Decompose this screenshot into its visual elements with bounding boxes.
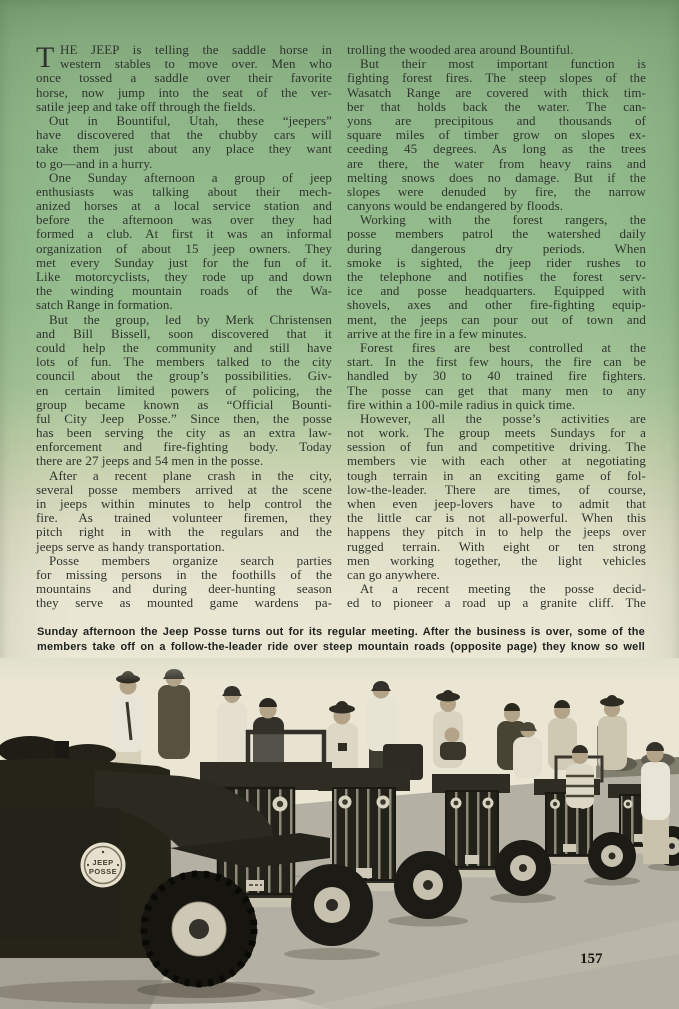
article-line: Out in Bountiful, Utah, these “jeepers” xyxy=(49,112,332,128)
article-line: en certain limited powers of policing, the xyxy=(36,382,332,398)
article-line: horse, now jump into the seat of the ver- xyxy=(36,84,332,100)
article-line: ful City Jeep Posse.” Since then, the posse xyxy=(36,410,332,426)
license-plate xyxy=(563,844,576,852)
article-line: melting snows does no damage. But if the xyxy=(347,169,646,185)
article-line: start. In the first few hours, the fire can be xyxy=(347,354,646,370)
article-line: shovels, axes and other fire-fighting equip- xyxy=(347,297,646,313)
jeep-posse-badge xyxy=(81,843,126,888)
article-line: when even jeep-lovers have to admit that xyxy=(347,496,646,511)
article-line: not work. The group meets Sundays for a xyxy=(347,425,646,441)
article-line: once tossed a saddle over their favorite xyxy=(36,70,332,86)
article-line: rugged terrain. With eight or ten strong xyxy=(347,538,646,554)
article-line: pitch right in with the regulars and the xyxy=(36,524,332,540)
article-line: tough terrain in an exciting game of fol- xyxy=(347,467,646,483)
article-line: After a recent plane crash in the city, xyxy=(49,467,332,483)
article-line: But their most important function is xyxy=(360,56,646,72)
article-line: for missing persons in the foothills of the xyxy=(36,566,332,582)
article-line: yons are precipitous and thousands of xyxy=(347,112,646,128)
article-line: take them just about any place they want xyxy=(36,141,332,157)
article-line: organization of about 15 jeep owners. They xyxy=(36,240,332,256)
page-number: 157 xyxy=(580,951,603,967)
article-line: council about the group’s possibilities. Giv- xyxy=(36,368,332,384)
article-line: Wasatch Range are covered with thick tim- xyxy=(347,84,646,100)
article-line: Working with the forest rangers, the xyxy=(360,212,646,228)
article-line: the winding mountain roads of the Wa- xyxy=(36,283,332,299)
article-line: could help the community and still have xyxy=(36,339,332,355)
article-line: fire within a 100-mile radius in quick time. xyxy=(347,396,576,412)
badge-text-bottom: POSSE xyxy=(88,867,118,876)
article-line: there are 27 jeeps and 54 men in the posse. xyxy=(36,453,264,469)
article-line: are there, the water from heavy rains and xyxy=(347,155,646,171)
article-line: lots of fun. The members talked to the city xyxy=(36,354,332,370)
article-line: western stables to move over. Men who xyxy=(60,56,332,72)
article-line: One Sunday afternoon a group of jeep xyxy=(49,169,332,185)
article-line: can go anywhere. xyxy=(347,566,440,582)
article-column-right xyxy=(347,43,646,611)
article-line: HE JEEP is telling the saddle horse in xyxy=(60,42,332,57)
article-line: members vie with each other at negotiating xyxy=(347,453,646,469)
article-line: happens they pitch in to help the jeeps over xyxy=(347,524,646,540)
article-line: has been serving the city as an extra law- xyxy=(36,425,332,441)
article-line: satch Range in formation. xyxy=(36,297,173,313)
article-line: ment, the jeeps can pour out of town and xyxy=(347,311,646,327)
article-line: trolling the wooded area around Bountiful. xyxy=(347,42,574,57)
article-line: At a recent meeting the posse decid- xyxy=(360,581,646,597)
article-line: formed a club. At first it was an informal xyxy=(36,226,332,242)
article-line: before the afternoon was over they had xyxy=(36,212,332,228)
license-plate xyxy=(465,855,479,864)
article-line: met every Sunday just for the fun of it. xyxy=(36,254,332,270)
caption-line: members take off on a follow-the-leader ride over steep mountain roads (opposite page) they know so well xyxy=(37,641,645,653)
article-line: they serve as mounted game wardens pa- xyxy=(36,595,332,611)
article-line: ber that holds back the water. The can- xyxy=(347,98,646,114)
article-line: enforcement and fire-fighting body. Today xyxy=(36,439,332,455)
article-line: jeeps serve as handy transportation. xyxy=(36,538,225,554)
article-line: fire. As trained volunteer firemen, they xyxy=(36,510,332,526)
article-line: But the group, led by Merk Christensen xyxy=(49,311,332,327)
article-line: ed to pioneer a road up a granite cliff. The xyxy=(347,595,646,611)
article-line: and Bill Bissell, soon discovered that it xyxy=(36,325,332,341)
article-line: several posse members arrived at the scene xyxy=(36,481,332,497)
article-line: have discovered that the chubby cars will xyxy=(36,127,332,143)
photo-caption xyxy=(37,625,645,655)
article-line: men working together, the light vehicles xyxy=(347,552,646,568)
article-line: satile jeep and take off through the fields. xyxy=(36,98,257,114)
caption-line: Sunday afternoon the Jeep Posse turns out for its regular meeting. After the business is over, some of the xyxy=(37,626,645,638)
article-line: Forest fires are best controlled at the xyxy=(360,339,646,355)
dropcap: T xyxy=(36,41,55,74)
article-line: the telephone and notifies the forest serv- xyxy=(347,269,646,284)
article-line: enthusiasts was talking about their mech- xyxy=(36,183,332,199)
article-line: posse members patrol the watershed daily xyxy=(347,226,646,242)
article-line: square miles of timber grow on slopes ex- xyxy=(347,127,646,143)
article-line: smoke is sighted, the jeep rider rushes to xyxy=(347,254,646,270)
photo-jeep-posse xyxy=(0,658,679,1009)
article-line: low-the-leader. There are times, of course, xyxy=(347,481,646,497)
article-line: ceeding 45 degrees. As long as the trees xyxy=(347,141,646,157)
article-line: anized horses at a local service station and xyxy=(36,198,332,214)
article-line: to go—and in a hurry. xyxy=(36,155,153,171)
article-line: canyons would be endangered by floods. xyxy=(347,198,564,214)
article-line: session of fun and competitive driving. The xyxy=(347,439,646,455)
article-line: However, all the posse’s activities are xyxy=(360,410,646,426)
article-line: fighting forest fires. The steep slopes of the xyxy=(347,70,646,86)
article-line: The posse can get that many men to any xyxy=(347,382,646,398)
article-line: handled by 30 to 40 trained fire fighters. xyxy=(347,368,646,384)
article-line: Posse members organize search parties xyxy=(49,552,332,568)
badge-text-top: JEEP xyxy=(92,858,114,867)
article-line: slopes were denuded by fire, the narrow xyxy=(347,183,646,199)
article-line: group became known as “Official Bounti- xyxy=(36,396,332,412)
article-line: arrive at the fire in a few minutes. xyxy=(347,325,527,341)
photo-top-blend xyxy=(0,658,679,682)
article-line: in jeeps within minutes to help control the xyxy=(36,496,332,511)
article-column-left xyxy=(36,43,332,611)
article-line: mountains and during deer-hunting season xyxy=(36,581,332,597)
article-line: the little car is not all-powerful. When this xyxy=(347,510,646,526)
article-line: Like motorcyclists, they rode up and down xyxy=(36,269,332,284)
article-line: ice and posse headquarters. Equipped with xyxy=(347,283,646,299)
article-line: during dangerous dry periods. When xyxy=(347,240,646,256)
